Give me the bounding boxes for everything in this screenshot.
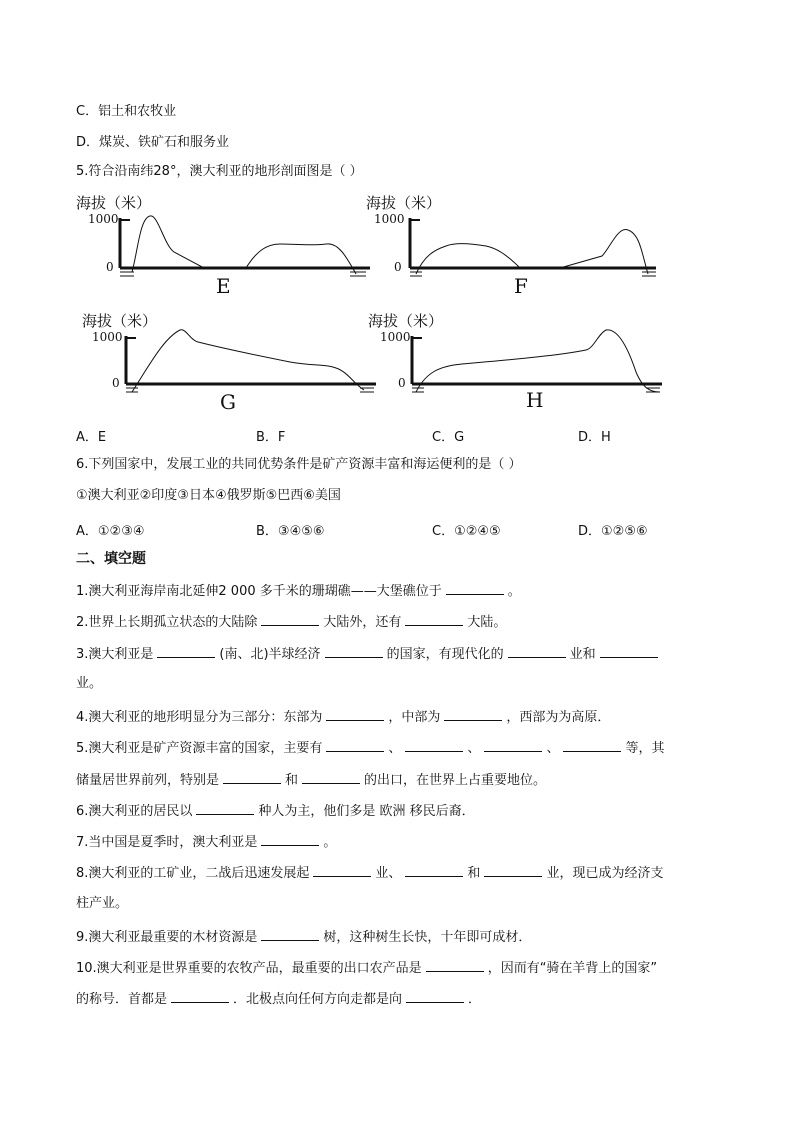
text: ．北极点向任何方向走都是向 <box>233 992 403 1007</box>
text: 和 <box>285 773 299 788</box>
q6-stem: 6.下列国家中，发展工业的共同优势条件是矿产资源丰富和海运便利的是（ ） <box>76 457 522 472</box>
text: 和 <box>467 866 481 881</box>
chart-label-g: G <box>220 390 236 414</box>
blank[interactable] <box>484 864 542 877</box>
blank[interactable] <box>405 739 463 752</box>
y-axis-label: 海拔（米） <box>76 194 152 212</box>
fill-q6 <box>76 802 475 820</box>
section-title: 二、填空题 <box>76 551 146 567</box>
blank[interactable] <box>406 990 464 1003</box>
text: 大陆。 <box>467 615 507 630</box>
fill-q5 <box>76 739 664 757</box>
blank[interactable] <box>426 959 484 972</box>
chart-label-h: H <box>526 388 544 412</box>
text: 储量居世界前列，特别是 <box>76 773 220 788</box>
text: 大陆外，还有 <box>323 615 402 630</box>
blank[interactable] <box>157 645 215 658</box>
profile-e-svg <box>74 190 374 280</box>
fill-q7 <box>76 833 336 851</box>
tick-0: 0 <box>106 260 114 274</box>
text: 8.澳大利亚的工矿业，二战后迅速发展起 <box>76 866 310 881</box>
tick-0: 0 <box>112 376 120 390</box>
text: 种人为主，他们多是 欧洲 移民后裔． <box>258 804 475 819</box>
text: 。 <box>323 835 337 850</box>
profile-chart-f <box>364 190 664 300</box>
fill-q2 <box>76 613 506 631</box>
blank[interactable] <box>444 708 502 721</box>
blank[interactable] <box>405 864 463 877</box>
text: 7.当中国是夏季时，澳大利亚是 <box>76 835 258 850</box>
profile-chart-h <box>366 308 666 418</box>
fill-q8 <box>76 864 663 882</box>
fill-q10 <box>76 959 657 977</box>
text: 10.澳大利亚是世界重要的农牧产品，最重要的出口农产品是 <box>76 961 422 976</box>
chart-label-e: E <box>216 274 231 298</box>
blank[interactable] <box>600 645 658 658</box>
text: ，西部为为高原． <box>506 710 611 725</box>
fill-q10-cont <box>76 990 481 1008</box>
text: ，因而有“骑在羊背上的国家” <box>487 961 658 976</box>
q4-option-c: C．铝土和农牧业 <box>76 104 177 119</box>
text: 、 <box>546 741 560 756</box>
blank[interactable] <box>261 833 319 846</box>
y-axis-label: 海拔（米） <box>366 194 442 212</box>
text: 5.澳大利亚是矿产资源丰富的国家，主要有 <box>76 741 323 756</box>
text: 的称号．首都是 <box>76 992 168 1007</box>
tick-1000: 1000 <box>380 330 411 344</box>
q6-option-b[interactable]: B．③④⑤⑥ <box>256 524 325 539</box>
text: 业、 <box>375 866 402 881</box>
text: 6.澳大利亚的居民以 <box>76 804 193 819</box>
profile-chart-g <box>80 308 380 418</box>
blank[interactable] <box>484 739 542 752</box>
blank[interactable] <box>563 739 621 752</box>
y-axis-label: 海拔（米） <box>82 312 158 330</box>
text: 、 <box>388 741 402 756</box>
text: 。 <box>507 584 521 599</box>
tick-1000: 1000 <box>92 330 123 344</box>
fill-q5-cont <box>76 771 546 789</box>
profile-f-svg <box>364 190 664 280</box>
tick-0: 0 <box>394 260 402 274</box>
blank[interactable] <box>223 771 281 784</box>
q6-option-a[interactable]: A．①②③④ <box>76 524 145 539</box>
text: 9.澳大利亚最重要的木材资源是 <box>76 930 258 945</box>
text: 、 <box>467 741 481 756</box>
text: ． <box>468 992 482 1007</box>
blank[interactable] <box>326 708 384 721</box>
profile-chart-e <box>74 190 374 300</box>
blank[interactable] <box>326 739 384 752</box>
q5-option-d[interactable]: D．H <box>578 430 611 445</box>
blank[interactable] <box>446 582 504 595</box>
tick-0: 0 <box>398 376 406 390</box>
fill-q3-cont: 业。 <box>76 676 103 691</box>
tick-1000: 1000 <box>88 212 119 226</box>
q6-countries: ①澳大利亚②印度③日本④俄罗斯⑤巴西⑥美国 <box>76 488 341 503</box>
text: ，中部为 <box>388 710 441 725</box>
text: 树，这种树生长快，十年即可成材． <box>323 930 532 945</box>
blank[interactable] <box>261 928 319 941</box>
profile-g-svg <box>80 308 380 398</box>
text: 2.世界上长期孤立状态的大陆除 <box>76 615 258 630</box>
blank[interactable] <box>302 771 360 784</box>
fill-q4 <box>76 708 610 726</box>
text: 的出口，在世界上占重要地位。 <box>364 773 547 788</box>
text: 1.澳大利亚海岸南北延伸2 000 多千米的珊瑚礁——大堡礁位于 <box>76 584 442 599</box>
q4-option-d: D．煤炭、铁矿石和服务业 <box>76 135 230 150</box>
blank[interactable] <box>405 613 463 626</box>
q6-option-c[interactable]: C．①②④⑤ <box>432 524 501 539</box>
q5-option-c[interactable]: C．G <box>432 430 465 445</box>
q5-stem: 5.符合沿南纬28°，澳大利亚的地形剖面图是（ ） <box>76 164 363 179</box>
text: (南、北)半球经济 <box>219 647 321 662</box>
chart-label-f: F <box>514 274 528 298</box>
profile-h-svg <box>366 308 666 398</box>
q5-option-b[interactable]: B．F <box>256 430 286 445</box>
text: 3.澳大利亚是 <box>76 647 154 662</box>
q6-option-d[interactable]: D．①②⑤⑥ <box>578 524 648 539</box>
blank[interactable] <box>313 864 371 877</box>
text: 业，现已成为经济支 <box>546 866 664 881</box>
text: 的国家，有现代化的 <box>386 647 504 662</box>
fill-q3 <box>76 645 662 663</box>
q5-option-a[interactable]: A．E <box>76 430 107 445</box>
blank[interactable] <box>261 613 319 626</box>
blank[interactable] <box>171 990 229 1003</box>
fill-q8-cont: 柱产业。 <box>76 896 129 911</box>
y-axis-label: 海拔（米） <box>368 312 444 330</box>
text: 等，其 <box>625 741 665 756</box>
fill-q9 <box>76 928 531 946</box>
blank[interactable] <box>196 802 254 815</box>
fill-q1 <box>76 582 521 600</box>
text: 业和 <box>569 647 596 662</box>
blank[interactable] <box>508 645 566 658</box>
tick-1000: 1000 <box>374 212 405 226</box>
blank[interactable] <box>325 645 383 658</box>
text: 4.澳大利亚的地形明显分为三部分：东部为 <box>76 710 323 725</box>
